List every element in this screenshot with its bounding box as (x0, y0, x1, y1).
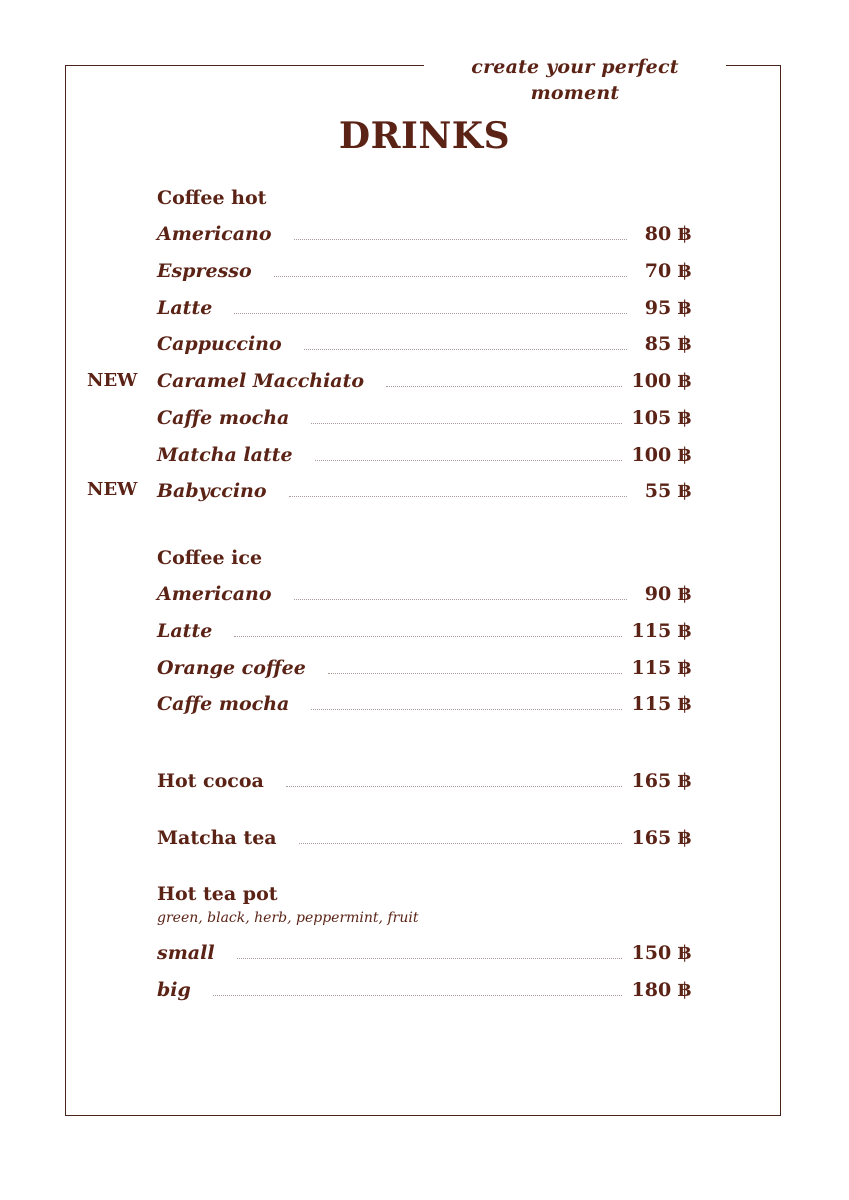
menu-item-row (157, 619, 691, 643)
menu-item-price: 70 ฿ (644, 260, 691, 282)
dotted-leader (304, 349, 627, 350)
dotted-leader (311, 709, 621, 710)
menu-item-row (157, 656, 691, 680)
menu-item-price: 180 ฿ (631, 979, 691, 1001)
dotted-leader (234, 313, 627, 314)
dotted-leader (299, 843, 622, 844)
menu-item-row (157, 332, 691, 356)
dotted-leader (289, 496, 627, 497)
menu-item-name: Matcha latte (157, 444, 293, 466)
dotted-leader (315, 460, 622, 461)
menu-item-price: 95 ฿ (644, 297, 691, 319)
new-badge: NEW (87, 370, 138, 391)
dotted-leader (386, 386, 621, 387)
menu-item-name: Latte (157, 620, 213, 642)
section-title-coffee-hot: Coffee hot (157, 187, 267, 209)
menu-item-row (157, 369, 691, 393)
menu-item-price: 115 ฿ (631, 657, 691, 679)
menu-item-price: 115 ฿ (631, 620, 691, 642)
menu-item-price: 105 ฿ (631, 407, 691, 429)
dotted-leader (237, 958, 622, 959)
menu-item-price: 90 ฿ (644, 583, 691, 605)
menu-item-row (157, 296, 691, 320)
tagline: create your perfect moment (424, 54, 726, 80)
menu-item-row (157, 406, 691, 430)
menu-item-row (157, 978, 691, 1002)
menu-item-row-matcha-tea (157, 826, 691, 850)
dotted-leader (213, 995, 622, 996)
menu-item-price: 80 ฿ (644, 223, 691, 245)
menu-item-row (157, 479, 691, 503)
new-badge: NEW (87, 479, 138, 500)
menu-item-name: Espresso (157, 260, 252, 282)
menu-item-price: 100 ฿ (631, 370, 691, 392)
tea-flavours-subtitle: green, black, herb, peppermint, fruit (157, 910, 419, 926)
menu-item-name: Americano (157, 223, 272, 245)
menu-item-name: Caramel Macchiato (157, 370, 365, 392)
menu-item-name: Matcha tea (157, 827, 277, 849)
dotted-leader (234, 636, 621, 637)
menu-item-row (157, 582, 691, 606)
menu-item-price: 165 ฿ (631, 770, 691, 792)
menu-item-row (157, 259, 691, 283)
section-title-hot-tea-pot: Hot tea pot (157, 883, 278, 905)
menu-item-row (157, 222, 691, 246)
menu-item-name: Orange coffee (157, 657, 306, 679)
menu-item-price: 85 ฿ (644, 333, 691, 355)
section-title-coffee-ice: Coffee ice (157, 547, 263, 569)
menu-item-price: 55 ฿ (644, 480, 691, 502)
menu-item-name: Americano (157, 583, 272, 605)
menu-item-row (157, 941, 691, 965)
dotted-leader (286, 786, 622, 787)
dotted-leader (294, 599, 627, 600)
menu-item-name: Cappuccino (157, 333, 282, 355)
menu-item-price: 100 ฿ (631, 444, 691, 466)
dotted-leader (294, 239, 627, 240)
menu-item-name: Caffe mocha (157, 693, 290, 715)
menu-item-name: Latte (157, 297, 213, 319)
dotted-leader (274, 276, 627, 277)
menu-item-name: small (157, 942, 215, 964)
menu-item-row-hot-cocoa (157, 769, 691, 793)
menu-item-name: Babyccino (157, 480, 267, 502)
menu-item-price: 150 ฿ (631, 942, 691, 964)
menu-item-row (157, 443, 691, 467)
menu-item-row (157, 692, 691, 716)
menu-item-price: 115 ฿ (631, 693, 691, 715)
page-title: DRINKS (338, 115, 511, 157)
dotted-leader (311, 423, 621, 424)
menu-item-name: Caffe mocha (157, 407, 290, 429)
menu-item-name: big (157, 979, 191, 1001)
menu-item-price: 165 ฿ (631, 827, 691, 849)
menu-item-name: Hot cocoa (157, 770, 264, 792)
dotted-leader (328, 673, 622, 674)
